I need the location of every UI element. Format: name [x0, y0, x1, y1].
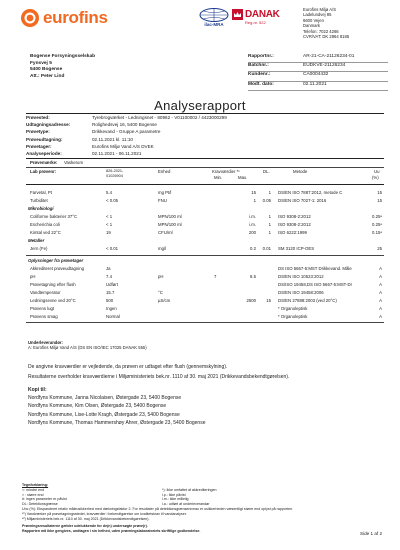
provemaerke-value: Vaskerum	[64, 160, 84, 165]
info-label: Udtagningsadresse:	[26, 122, 71, 128]
table-row	[26, 313, 384, 320]
cell-min: 7	[214, 274, 217, 279]
section-heading	[26, 237, 384, 244]
header-uu: Uu	[374, 169, 380, 174]
cell-method: DS/EN ISO 19458:2006	[278, 290, 324, 295]
cell-method: DS/EN ISO 10523:2012	[278, 274, 324, 279]
lab-address-line: Ladelundvej 85	[303, 12, 332, 18]
section-title: Metaller	[28, 238, 45, 243]
cell-param: pH	[30, 274, 36, 279]
danak-reg: Reg.nr. 522	[245, 20, 266, 25]
cell-unit: MPN/100 ml	[158, 214, 182, 219]
footnotes	[22, 483, 382, 534]
ref-label: Kundenr.:	[248, 72, 271, 78]
table-end-divider	[26, 322, 384, 323]
header-dl: DL.	[263, 169, 270, 174]
table-row	[26, 305, 384, 312]
brand-name: eurofins	[43, 8, 108, 27]
cell-max: 2500	[246, 298, 256, 303]
lab-address-line: Eurofins Miljø A/S	[303, 7, 337, 12]
cell-dl: 1	[268, 222, 271, 227]
info-value: 02.11.2021 - 06.11.2021	[92, 151, 142, 157]
underleverandor-line: A: Eurofins Miljø Vand A/S (DS EN ISO/IEC 17025 DANAK 555)	[28, 345, 147, 351]
cell-unit: pH	[158, 274, 164, 279]
table-row	[26, 265, 384, 272]
legend-item: i.m.: ikke målelig	[162, 497, 189, 502]
info-value: Rolighedsvej 16, 5400 Bogense	[92, 122, 157, 128]
eurofins-logo	[20, 8, 108, 28]
recipient-line: Fynsvej 5	[30, 60, 52, 66]
cell-method: DS ISO 5667-5:MST Drikkevand. Måle	[278, 266, 352, 271]
cell-dl: 1	[268, 230, 271, 235]
cell-uu: 0.25ᵃ	[372, 222, 382, 227]
header-sample: 826-2021- 01026904	[106, 169, 124, 178]
header-krav: Kravværdier *¹	[212, 169, 240, 174]
cell-method: * Organoleptisk	[278, 314, 308, 319]
ref-value: EUDKVE-21126234	[303, 63, 346, 69]
cell-method: DS/EN ISO 7027-1: 2016	[278, 198, 327, 203]
lab-address-line: Telefon: 7022 4266	[303, 28, 339, 34]
danak-logo	[232, 9, 284, 29]
info-label: Prøvested:	[26, 115, 50, 120]
cell-max: 0.2	[250, 246, 256, 251]
cell-param: Coliforme bakterier 37°C	[30, 214, 78, 219]
cell-uu: A	[379, 266, 382, 271]
danak-crown-icon	[232, 9, 243, 20]
cell-unit: FNU	[158, 198, 167, 203]
lab-address-line: CVR/VAT: DK 2864 8185	[303, 34, 350, 40]
table-row	[26, 197, 384, 204]
ilac-mra-logo	[199, 8, 229, 28]
header-min: Min.	[214, 175, 223, 180]
legend-item: i.p.: ikke påvist	[162, 492, 186, 497]
legend-item: *): ikke omfattet af akkrediteringen	[162, 487, 217, 492]
cell-method: ISO 9308-2:2012	[278, 214, 311, 219]
ref-label: Rapportnr.:	[248, 54, 274, 59]
cell-uu: A	[379, 274, 382, 279]
recipient-line: 5400 Bogense	[30, 67, 63, 73]
info-label: Analyseperiode:	[26, 151, 62, 157]
cell-uu: 25	[377, 246, 382, 251]
validity-note: Prøvningsresultaterne gælder udelukkende for de(n) undersøgte prøve(r).	[22, 524, 148, 529]
cell-uu: 15	[377, 198, 382, 203]
cell-method: * Organoleptisk	[278, 306, 308, 311]
cell-param: Akkrediteret prøveudtagning	[30, 266, 84, 271]
cell-unit: µS/cm	[158, 298, 171, 303]
cell-value: 7.4	[106, 274, 112, 279]
ilac-globe-icon	[199, 8, 229, 22]
cell-param: Ledningsevne ved 20°C	[30, 298, 76, 303]
header-divider	[26, 184, 384, 185]
cell-param: Prøvetagning efter flush	[30, 282, 76, 287]
report-title: Analyserapport	[154, 98, 246, 113]
row-divider	[26, 255, 384, 256]
info-label: Prøveudtagning:	[26, 136, 63, 142]
copy-to-line: Nordfyns Kommune, Lise-Lotte Kragh, Østergade 23, 5400 Bogense	[28, 411, 180, 418]
cell-param: Kimtal ved 22°C	[30, 230, 61, 235]
legend-item: i.a.: udført af underleverandør	[162, 502, 210, 507]
ref-label: Modt. dato:	[248, 81, 274, 87]
provemaerke-row	[26, 159, 384, 166]
underleverandor	[28, 340, 147, 351]
cell-uu: A	[379, 282, 382, 287]
info-value: 02.11.2021 kl. 11:10	[92, 136, 133, 142]
table-row	[26, 297, 384, 304]
cell-method: DS/ISO 19458,DS ISO 5667-5:MST-Dr	[278, 282, 353, 287]
info-label: Prøvetype:	[26, 129, 50, 135]
statement-line: De angivne kravværdier er vejledende, da prøven er udtaget efter flush (gennemskylning).	[28, 364, 228, 370]
statements	[28, 363, 388, 382]
info-value: Drikkevand - Gruppe A parametre	[92, 129, 161, 135]
reproduction-note: Rapporten må ikke gengives, undtagen i sin helhed, uden prøvningslaboratoriets skriftlige godkendelse.	[22, 529, 201, 534]
results-table	[26, 158, 384, 358]
copy-to-line: Nordfyns Kommune, Kim Olsen, Østergade 23, 5400 Bogense	[28, 403, 167, 410]
provemaerke-label: Prøvemærke:	[30, 160, 58, 165]
ref-label: Batchnr.:	[248, 63, 269, 69]
cell-param: Jern (Fe)	[30, 246, 48, 251]
legend-item: DL: Detektionsgrænse	[22, 502, 58, 507]
info-value: Eurofins Miljø Vand A/S DVEK	[92, 143, 154, 149]
sample-info	[26, 114, 386, 157]
ref-value: CA0004432	[303, 72, 329, 78]
cell-max: i.m.	[249, 222, 256, 227]
cell-max: 8.5	[250, 274, 256, 279]
cell-value: < 1	[106, 222, 113, 227]
cell-dl: 1	[268, 190, 271, 195]
section-heading	[26, 257, 384, 264]
header-max: Max.	[238, 175, 248, 180]
cell-value: 500	[106, 298, 114, 303]
header-param: Lab prøvenr:	[30, 169, 57, 174]
table-row	[26, 221, 384, 228]
footnote-note: Unc (%): Ekspanderet relativ måleusikkerhed med dækningsfaktor 2. For resultater på detektionsgrænseniveau er usikkerheden væsentligt større end oplyst på rapporten.	[22, 506, 294, 511]
ref-value: 02.11.2021	[303, 81, 327, 87]
cell-uu: A	[379, 290, 382, 295]
danak-label: DANAK	[245, 9, 280, 20]
cell-max: i.m.	[249, 214, 256, 219]
cell-value: 19	[106, 230, 111, 235]
cell-dl: 0.01	[262, 246, 271, 251]
cell-max: 15	[251, 190, 256, 195]
cell-value: < 1	[106, 214, 113, 219]
cell-method: ISO 9308-2:2012	[278, 222, 311, 227]
cell-unit: mg/l	[158, 246, 167, 251]
copy-to-title: Kopi til:	[28, 387, 47, 393]
info-value: Tyrebrogværket - Ledningsnet - 80962 - V01100002 / 4423000299	[92, 115, 227, 120]
cell-value: Ingen	[106, 306, 117, 311]
recipient-line: Bogense Forsyningsselskab	[30, 54, 96, 59]
cell-value: Udført	[106, 282, 118, 287]
legend-item: > : større end	[22, 492, 44, 497]
table-row	[26, 189, 384, 196]
lab-address-line: 6600 Vejen	[303, 17, 324, 23]
header-method: Metode	[293, 169, 308, 174]
cell-uu: A	[379, 298, 382, 303]
table-row	[26, 281, 384, 288]
cell-param: Vandtemperatur	[30, 290, 61, 295]
cell-uu: 0.25ᵃ	[372, 214, 382, 219]
copy-to-line: Nordfyns Kommune, Janna Nicolaisen, Østergade 23, 5400 Bogense	[28, 395, 182, 402]
section-title: Oplysninger fra prøvetager	[28, 258, 84, 263]
recipient-address	[30, 54, 95, 80]
cell-param: Prøvens lugt	[30, 306, 55, 311]
cell-value: Normal	[106, 314, 120, 319]
cell-param: Escherichia coli	[30, 222, 60, 227]
cell-uu: 0.15ᵃ	[372, 230, 382, 235]
lab-address	[303, 7, 395, 39]
cell-max: 1	[253, 198, 256, 203]
cell-method: ISO 6222:1999	[278, 230, 307, 235]
report-references	[248, 54, 388, 91]
cell-uu: A	[379, 314, 382, 319]
cell-value: < 0.01	[106, 246, 119, 251]
table-row	[26, 273, 384, 280]
legend-title: Tegnforklaring:	[22, 483, 49, 487]
cell-unit: CFU/ml	[158, 230, 173, 235]
cell-dl: 15	[266, 298, 271, 303]
cell-value: 5.4	[106, 190, 112, 195]
footnote-note: *¹) Vandværker på prøvetagningsstedet, kravværdier i bekendtgørelse om kvalitetskrav til vandanalyser.	[22, 511, 187, 516]
copy-to	[28, 386, 388, 427]
header-uu-pct: (%)	[372, 175, 379, 180]
ref-value: AR-21-CA-21126234-01	[303, 54, 355, 59]
cell-dl: 0.05	[262, 198, 271, 203]
table-row	[26, 229, 384, 236]
underleverandor-title: Underleverandør:	[28, 340, 63, 345]
table-row	[26, 245, 384, 252]
cell-param: Turbiditet	[30, 198, 48, 203]
page-number: Side 1 af 2	[360, 531, 382, 536]
legend-item: #: ingen parameter er påvist	[22, 497, 67, 502]
cell-unit: mg Pt/l	[158, 190, 172, 195]
lab-address-line: Danmark	[303, 23, 320, 29]
cell-method: SM 3120 ICP-OES	[278, 246, 315, 251]
cell-value: Ja	[106, 266, 111, 271]
statement-line: Resultaterne overholder kravværdierne i Miljøministeriets bek.nr. 1110 af 30. maj 2021 (Drikkevandsbekendtgørelsen).	[28, 373, 290, 380]
section-title: Mikrobiologi	[28, 206, 54, 211]
table-row	[26, 289, 384, 296]
cell-method: DS/EN ISO 7887:2012, metode C	[278, 190, 343, 195]
cell-value: < 0.05	[106, 198, 119, 203]
eurofins-logo-icon	[20, 8, 40, 28]
section-heading	[26, 205, 384, 212]
cell-uu: 15	[377, 190, 382, 195]
table-row	[26, 213, 384, 220]
cell-max: 200	[248, 230, 256, 235]
info-label: Prøvetager:	[26, 143, 52, 149]
cell-param: Farvetal, Pt	[30, 190, 52, 195]
cell-value: 15.7	[106, 290, 115, 295]
copy-to-line: Nordfyns Kommune, Thomas Hammershøy Ahrer, Østergade 23, 5400 Bogense	[28, 419, 206, 426]
cell-param: Prøvens smag	[30, 314, 58, 319]
ilac-label: ilac-MRA	[204, 22, 224, 27]
legend-item: <: mindre end	[22, 487, 45, 492]
recipient-line: Att.: Peter Lind	[30, 73, 65, 79]
cell-method: DS/EN 27888:2003 (ved 20°C)	[278, 298, 337, 303]
cell-uu: A	[379, 306, 382, 311]
cell-unit: °C	[158, 290, 163, 295]
header-unit: Enhed	[158, 169, 171, 174]
table-header	[26, 168, 384, 182]
footnote-note: *²) Miljøministeriets bek.nr. 1110 af 30. maj 2021 (Drikkevandsbekendtgørelsen).	[22, 516, 150, 521]
cell-dl: 1	[268, 214, 271, 219]
cell-unit: MPN/100 ml	[158, 222, 182, 227]
